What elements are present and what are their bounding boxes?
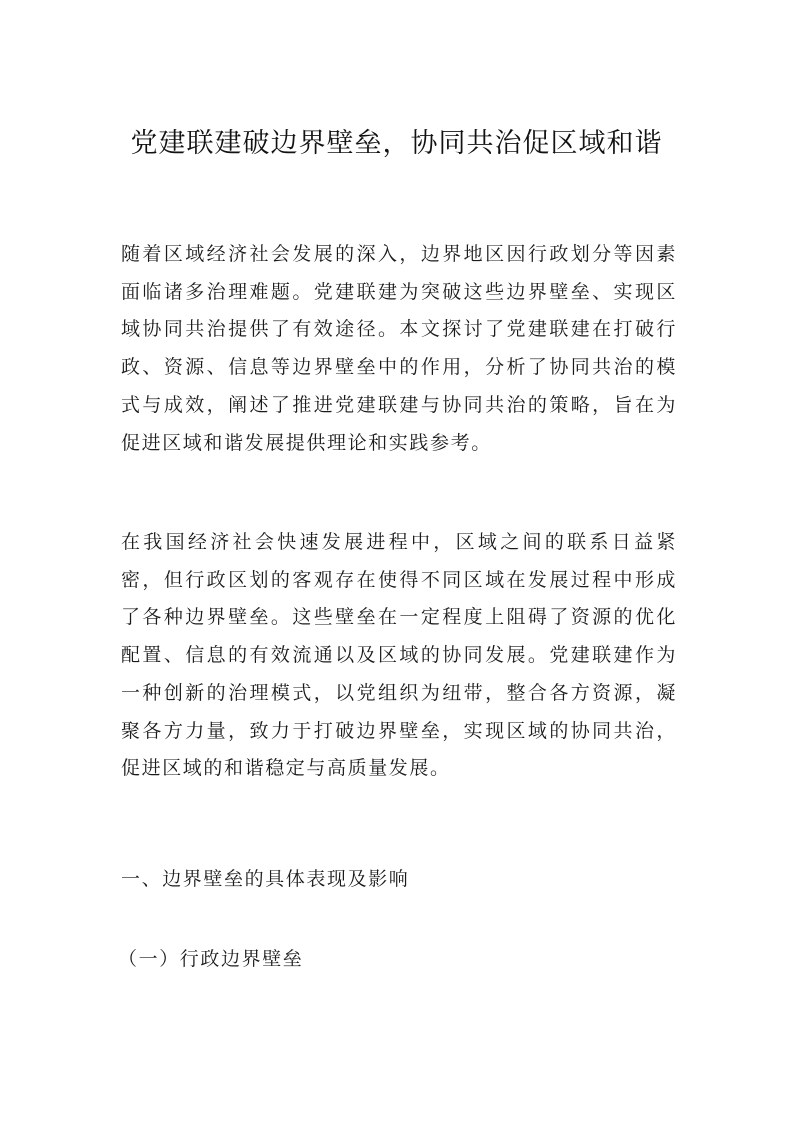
intro-paragraph: 在我国经济社会快速发展进程中，区域之间的联系日益紧密，但行政区划的客观存在使得不同区域在发展过程中形成了各种边界壁垒。这些壁垒在一定程度上阻碍了资源的优化配置、信息的有效流通以及区域的协同发展。党建联建作为一种创新的治理模式，以党组织为纽带，整合各方资源，凝聚各方力量，致力于打破边界壁垒，实现区域的协同共治，促进区域的和谐稳定与高质量发展。: [121, 531, 677, 780]
abstract-paragraph: 随着区域经济社会发展的深入，边界地区因行政划分等因素面临诸多治理难题。党建联建为突破这些边界壁垒、实现区域协同共治提供了有效途径。本文探讨了党建联建在打破行政、资源、信息等边界壁垒中的作用，分析了协同共治的模式与成效，阐述了推进党建联建与协同共治的策略，旨在为促进区域和谐发展提供理论和实践参考。: [121, 243, 677, 454]
section-heading: 一、边界壁垒的具体表现及影响: [121, 868, 410, 890]
subsection-heading: （一）行政边界壁垒: [118, 948, 304, 970]
document-title: 党建联建破边界壁垒，协同共治促区域和谐: [130, 128, 663, 159]
